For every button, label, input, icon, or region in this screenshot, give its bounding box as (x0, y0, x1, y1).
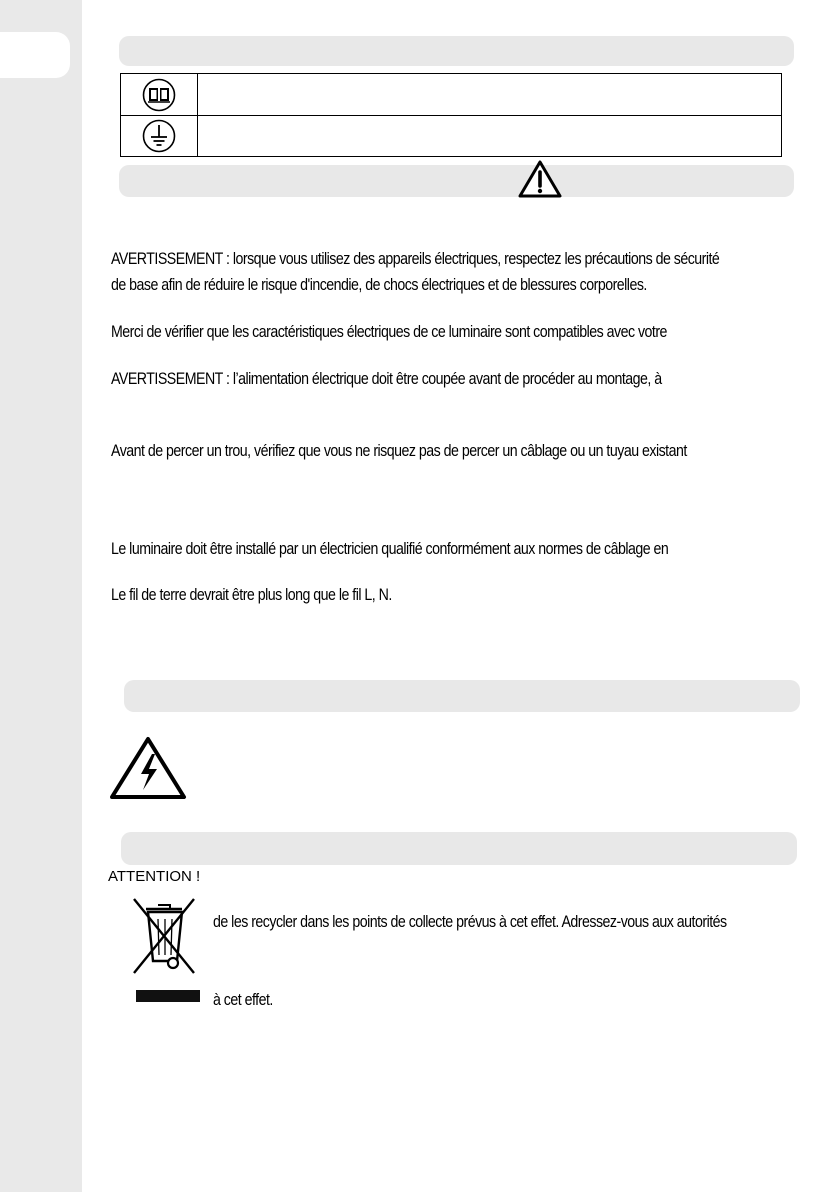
earth-ground-icon (142, 119, 176, 153)
electric-shock-warning-icon (108, 736, 188, 800)
crossed-out-wheelie-bin-icon (128, 895, 200, 977)
section-header-recycling (121, 832, 797, 865)
symbol-row-earth (121, 115, 781, 156)
side-strip (0, 0, 82, 1192)
recycling-line-1: de les recycler dans les points de collecte prévus à cet effet. Adressez-vous aux autorités (213, 913, 727, 931)
warning-line-6: Le luminaire doit être installé par un électricien qualifié conformément aux normes de câblage en (111, 540, 669, 558)
warning-line-3: Merci de vérifier que les caractéristiques électriques de ce luminaire sont compatibles avec votre (111, 323, 667, 341)
warning-line-7: Le fil de terre devrait être plus long que le fil L, N. (111, 586, 392, 604)
attention-label: ATTENTION ! (108, 868, 201, 885)
open-book-icon (142, 78, 176, 112)
side-tab (0, 32, 70, 78)
bin-underline-bar (136, 990, 200, 1002)
section-header-symbols (119, 36, 794, 66)
warning-line-2: de base afin de réduire le risque d'incendie, de chocs électriques et de blessures corporelles. (111, 276, 647, 294)
warning-line-5: Avant de percer un trou, vérifiez que vous ne risquez pas de percer un câblage ou un tuyau existant (111, 442, 687, 460)
recycling-line-2: à cet effet. (213, 991, 273, 1009)
section-header-electric (124, 680, 800, 712)
warning-line-4: AVERTISSEMENT : l’alimentation électrique doit être coupée avant de procéder au montage, à (111, 370, 662, 388)
warning-line-1: AVERTISSEMENT : lorsque vous utilisez des appareils électriques, respectez les précautions de sécurité (111, 250, 720, 268)
symbol-row-manual (121, 74, 781, 116)
symbols-table (120, 73, 782, 157)
warning-triangle-icon (518, 160, 562, 198)
section-header-warning (119, 165, 794, 197)
